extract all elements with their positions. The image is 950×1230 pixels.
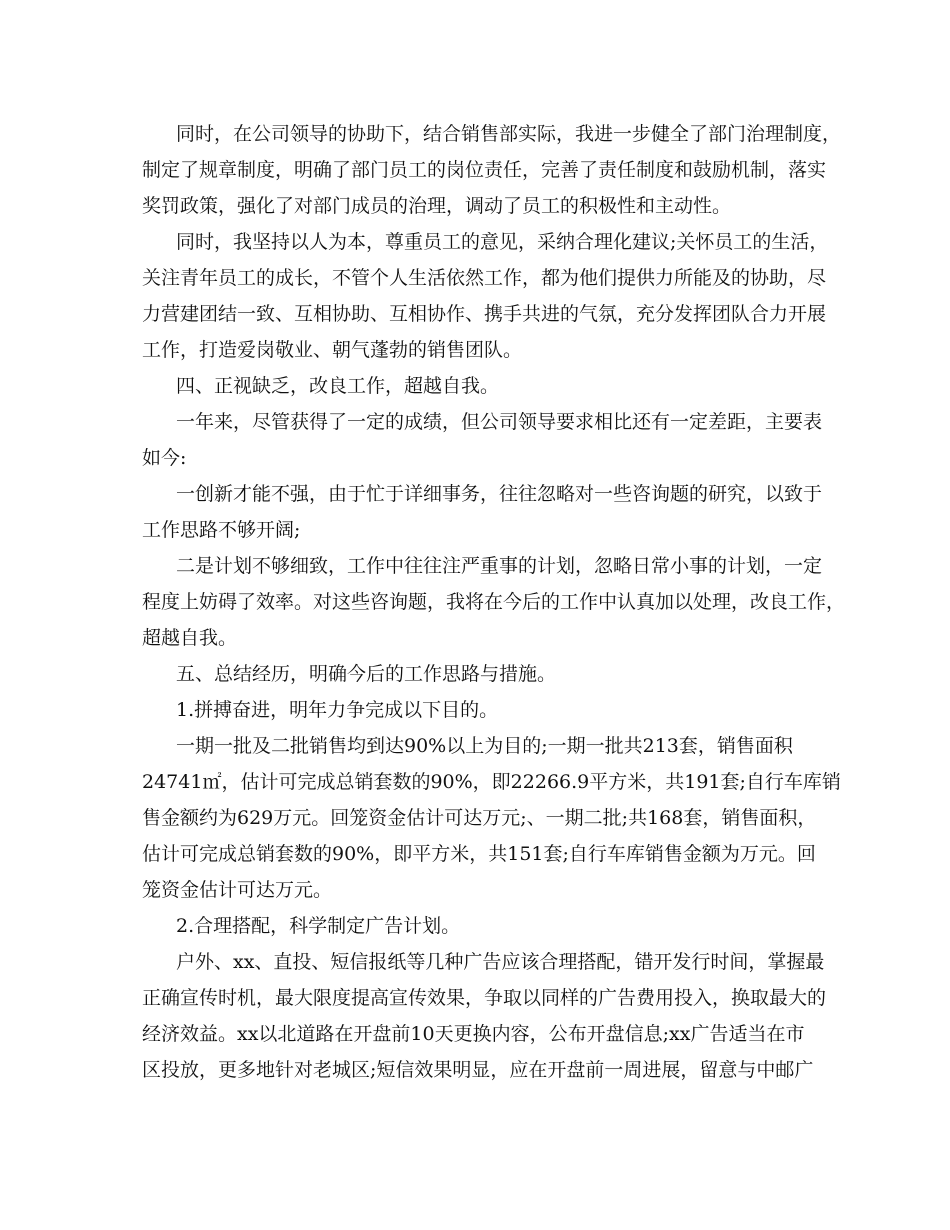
paragraph-line: 如今: — [142, 447, 187, 469]
paragraph-line: 关注青年员工的成长，不管个人生活依然工作，都为他们提供力所能及的协助，尽 — [142, 267, 827, 289]
paragraph-line: 二是计划不够细致，工作中往往注严重事的计划，忽略日常小事的计划，一定 — [176, 555, 823, 577]
paragraph-line: 户外、xx、直投、短信报纸等几种广告应该合理搭配，错开发行时间，掌握最 — [176, 951, 825, 973]
paragraph-line: 超越自我。 — [142, 627, 238, 649]
paragraph-line: 一期一批及二批销售均到达90%以上为目的;一期一批共213套，销售面积 — [176, 735, 793, 757]
paragraph-line: 估计可完成总销套数的90%，即平方米，共151套;自行车库销售金额为万元。回 — [142, 843, 816, 865]
section-heading: 四、正视缺乏，改良工作，超越自我。 — [176, 375, 500, 397]
paragraph-line: 一年来，尽管获得了一定的成绩，但公司领导要求相比还有一定差距，主要表 — [176, 411, 823, 433]
paragraph-line: 工作，打造爱岗敬业、朝气蓬勃的销售团队。 — [142, 339, 523, 361]
paragraph-line: 一创新才能不强，由于忙于详细事务，往往忽略对一些咨询题的研究，以致于 — [176, 483, 823, 505]
paragraph-line: 正确宣传时机，最大限度提高宣传效果，争取以同样的广告费用投入，换取最大的 — [142, 987, 827, 1009]
section-heading: 五、总结经历，明确今后的工作思路与措施。 — [176, 663, 557, 685]
paragraph-line: 工作思路不够开阔; — [142, 519, 301, 541]
paragraph-line: 24741㎡，估计可完成总销套数的90%，即22266.9平方米，共191套;自行车库销 — [142, 771, 841, 793]
subsection-heading: 1.拼搏奋进，明年力争完成以下目的。 — [176, 699, 499, 721]
paragraph-line: 制定了规章制度，明确了部门员工的岗位责任，完善了责任制度和鼓励机制，落实 — [142, 159, 827, 181]
paragraph-line: 笼资金估计可达万元。 — [142, 879, 333, 901]
paragraph-line: 同时，我坚持以人为本，尊重员工的意见，采纳合理化建议;关怀员工的生活， — [176, 231, 829, 253]
paragraph-line: 奖罚政策，强化了对部门成员的治理，调动了员工的积极性和主动性。 — [142, 195, 732, 217]
paragraph-line: 售金额约为629万元。回笼资金估计可达万元;、一期二批;共168套，销售面积， — [142, 807, 817, 829]
subsection-heading: 2.合理搭配，科学制定广告计划。 — [176, 915, 461, 937]
paragraph-line: 同时，在公司领导的协助下，结合销售部实际，我进一步健全了部门治理制度， — [176, 123, 842, 145]
paragraph-line: 力营建团结一致、互相协助、互相协作、携手共进的气氛，充分发挥团队合力开展 — [142, 303, 827, 325]
paragraph-line: 程度上妨碍了效率。对这些咨询题，我将在今后的工作中认真加以处理，改良工作， — [142, 591, 846, 613]
paragraph-line: 经济效益。xx以北道路在开盘前10天更换内容，公布开盘信息;xx广告适当在市 — [142, 1023, 805, 1045]
paragraph-line: 区投放，更多地针对老城区;短信效果明显，应在开盘前一周进展，留意与中邮广 — [142, 1059, 814, 1081]
